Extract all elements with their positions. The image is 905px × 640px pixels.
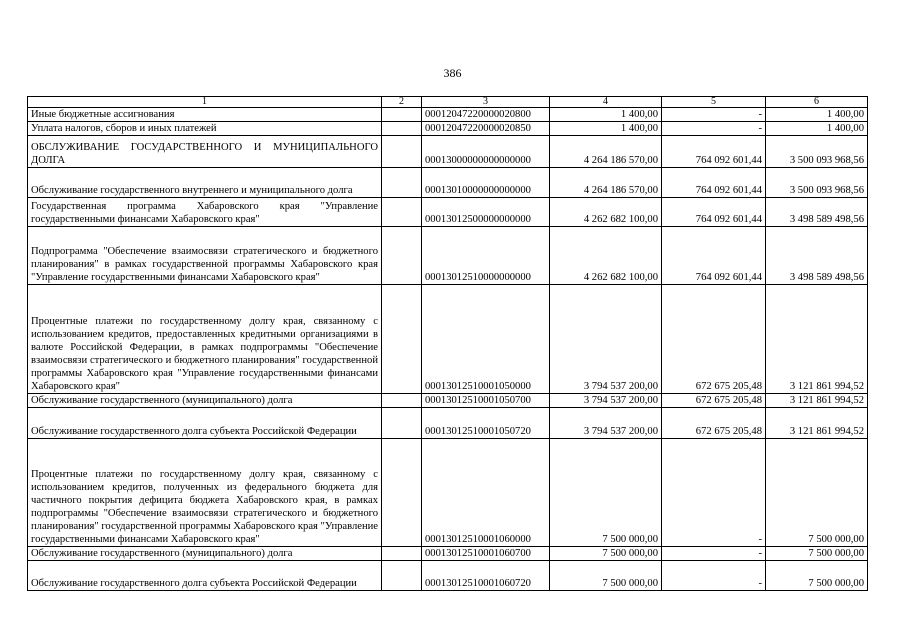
row-name: Уплата налогов, сборов и иных платежей xyxy=(28,122,382,136)
row-name: Процентные платежи по государственному долгу края, связанному с использованием кредитов, полученных из федерального бюджета для частичного покрытия дефицита бюджета Хабаровского края, в рамках подпрограммы "Обеспечение взаимосвязи стратегического и бюджетного планирования" государственной программы Хабаровского края "Управление государственными финансами Хабаровского края" xyxy=(28,439,382,547)
row-value-4: 4 262 682 100,00 xyxy=(550,227,662,285)
row-name: Обслуживание государственного (муниципального) долга xyxy=(28,394,382,408)
row-code: 00013012510001060000 xyxy=(422,439,550,547)
row-value-6: 3 498 589 498,56 xyxy=(766,227,868,285)
row-col2 xyxy=(382,227,422,285)
row-value-6: 3 498 589 498,56 xyxy=(766,198,868,227)
row-name: Иные бюджетные ассигнования xyxy=(28,108,382,122)
row-value-5: - xyxy=(662,561,766,591)
row-value-5: 764 092 601,44 xyxy=(662,227,766,285)
row-col2 xyxy=(382,408,422,439)
row-value-5: 764 092 601,44 xyxy=(662,168,766,198)
row-value-6: 3 121 861 994,52 xyxy=(766,408,868,439)
row-value-5: 764 092 601,44 xyxy=(662,136,766,168)
table-row xyxy=(28,561,868,591)
row-value-4: 7 500 000,00 xyxy=(550,561,662,591)
row-code: 00013012510001060720 xyxy=(422,561,550,591)
row-code: 00013012510001050000 xyxy=(422,285,550,394)
table-row xyxy=(28,227,868,285)
row-code: 00013012510001050700 xyxy=(422,394,550,408)
row-col2 xyxy=(382,136,422,168)
row-value-4: 3 794 537 200,00 xyxy=(550,394,662,408)
table-row xyxy=(28,439,868,547)
column-header: 1 xyxy=(28,97,382,108)
row-code: 00013012510001060700 xyxy=(422,547,550,561)
row-code: 00012047220000020800 xyxy=(422,108,550,122)
column-header: 5 xyxy=(662,97,766,108)
page-number: 386 xyxy=(443,66,462,80)
row-value-4: 4 264 186 570,00 xyxy=(550,136,662,168)
row-col2 xyxy=(382,439,422,547)
row-name: Подпрограмма "Обеспечение взаимосвязи стратегического и бюджетного планирования" в рамках государственной программы Хабаровского края "Управление государственными финансами Хабаровского края" xyxy=(28,227,382,285)
row-value-5: 764 092 601,44 xyxy=(662,198,766,227)
row-code: 00013000000000000000 xyxy=(422,136,550,168)
row-name: Обслуживание государственного (муниципального) долга xyxy=(28,547,382,561)
table-header-row xyxy=(28,97,868,108)
row-value-5: 672 675 205,48 xyxy=(662,394,766,408)
table-row xyxy=(28,408,868,439)
row-value-5: 672 675 205,48 xyxy=(662,408,766,439)
row-value-6: 3 500 093 968,56 xyxy=(766,168,868,198)
row-value-5: - xyxy=(662,439,766,547)
row-value-5: 672 675 205,48 xyxy=(662,285,766,394)
row-col2 xyxy=(382,285,422,394)
row-value-4: 7 500 000,00 xyxy=(550,439,662,547)
row-value-6: 7 500 000,00 xyxy=(766,561,868,591)
row-col2 xyxy=(382,122,422,136)
row-value-4: 1 400,00 xyxy=(550,122,662,136)
column-header: 6 xyxy=(766,97,868,108)
row-value-6: 1 400,00 xyxy=(766,108,868,122)
row-value-4: 3 794 537 200,00 xyxy=(550,285,662,394)
row-col2 xyxy=(382,198,422,227)
row-code: 00013012510001050720 xyxy=(422,408,550,439)
row-name: Обслуживание государственного долга субъекта Российской Федерации xyxy=(28,561,382,591)
row-col2 xyxy=(382,561,422,591)
table-row xyxy=(28,394,868,408)
budget-table xyxy=(27,96,868,591)
row-value-6: 7 500 000,00 xyxy=(766,547,868,561)
row-value-6: 7 500 000,00 xyxy=(766,439,868,547)
table-row xyxy=(28,285,868,394)
row-code: 00012047220000020850 xyxy=(422,122,550,136)
row-value-4: 3 794 537 200,00 xyxy=(550,408,662,439)
table-row xyxy=(28,168,868,198)
table-row xyxy=(28,136,868,168)
row-value-4: 1 400,00 xyxy=(550,108,662,122)
row-value-5: - xyxy=(662,547,766,561)
row-col2 xyxy=(382,168,422,198)
row-value-5: - xyxy=(662,122,766,136)
row-name: Государственная программа Хабаровского края "Управление государственными финансами Хабаровского края" xyxy=(28,198,382,227)
row-value-4: 4 262 682 100,00 xyxy=(550,198,662,227)
row-name: Обслуживание государственного долга субъекта Российской Федерации xyxy=(28,408,382,439)
row-name: Процентные платежи по государственному долгу края, связанному с использованием кредитов, предоставленных кредитными организациями в валюте Российской Федерации, в рамках подпрограммы "Обеспечение взаимосвязи стратегического и бюджетного планирования" государственной программы Хабаровского края "Управление государственными финансами Хабаровского края" xyxy=(28,285,382,394)
column-header: 2 xyxy=(382,97,422,108)
table-row xyxy=(28,198,868,227)
row-value-4: 7 500 000,00 xyxy=(550,547,662,561)
row-name: Обслуживание государственного внутреннего и муниципального долга xyxy=(28,168,382,198)
row-name: ОБСЛУЖИВАНИЕ ГОСУДАРСТВЕННОГО И МУНИЦИПАЛЬНОГО ДОЛГА xyxy=(28,136,382,168)
row-value-6: 3 121 861 994,52 xyxy=(766,285,868,394)
row-col2 xyxy=(382,547,422,561)
column-header: 4 xyxy=(550,97,662,108)
row-value-4: 4 264 186 570,00 xyxy=(550,168,662,198)
row-col2 xyxy=(382,394,422,408)
row-value-6: 3 500 093 968,56 xyxy=(766,136,868,168)
row-code: 00013012500000000000 xyxy=(422,198,550,227)
row-col2 xyxy=(382,108,422,122)
row-value-6: 3 121 861 994,52 xyxy=(766,394,868,408)
table-row xyxy=(28,122,868,136)
row-code: 00013012510000000000 xyxy=(422,227,550,285)
column-header: 3 xyxy=(422,97,550,108)
table-row xyxy=(28,547,868,561)
row-code: 00013010000000000000 xyxy=(422,168,550,198)
row-value-6: 1 400,00 xyxy=(766,122,868,136)
row-value-5: - xyxy=(662,108,766,122)
table-row xyxy=(28,108,868,122)
